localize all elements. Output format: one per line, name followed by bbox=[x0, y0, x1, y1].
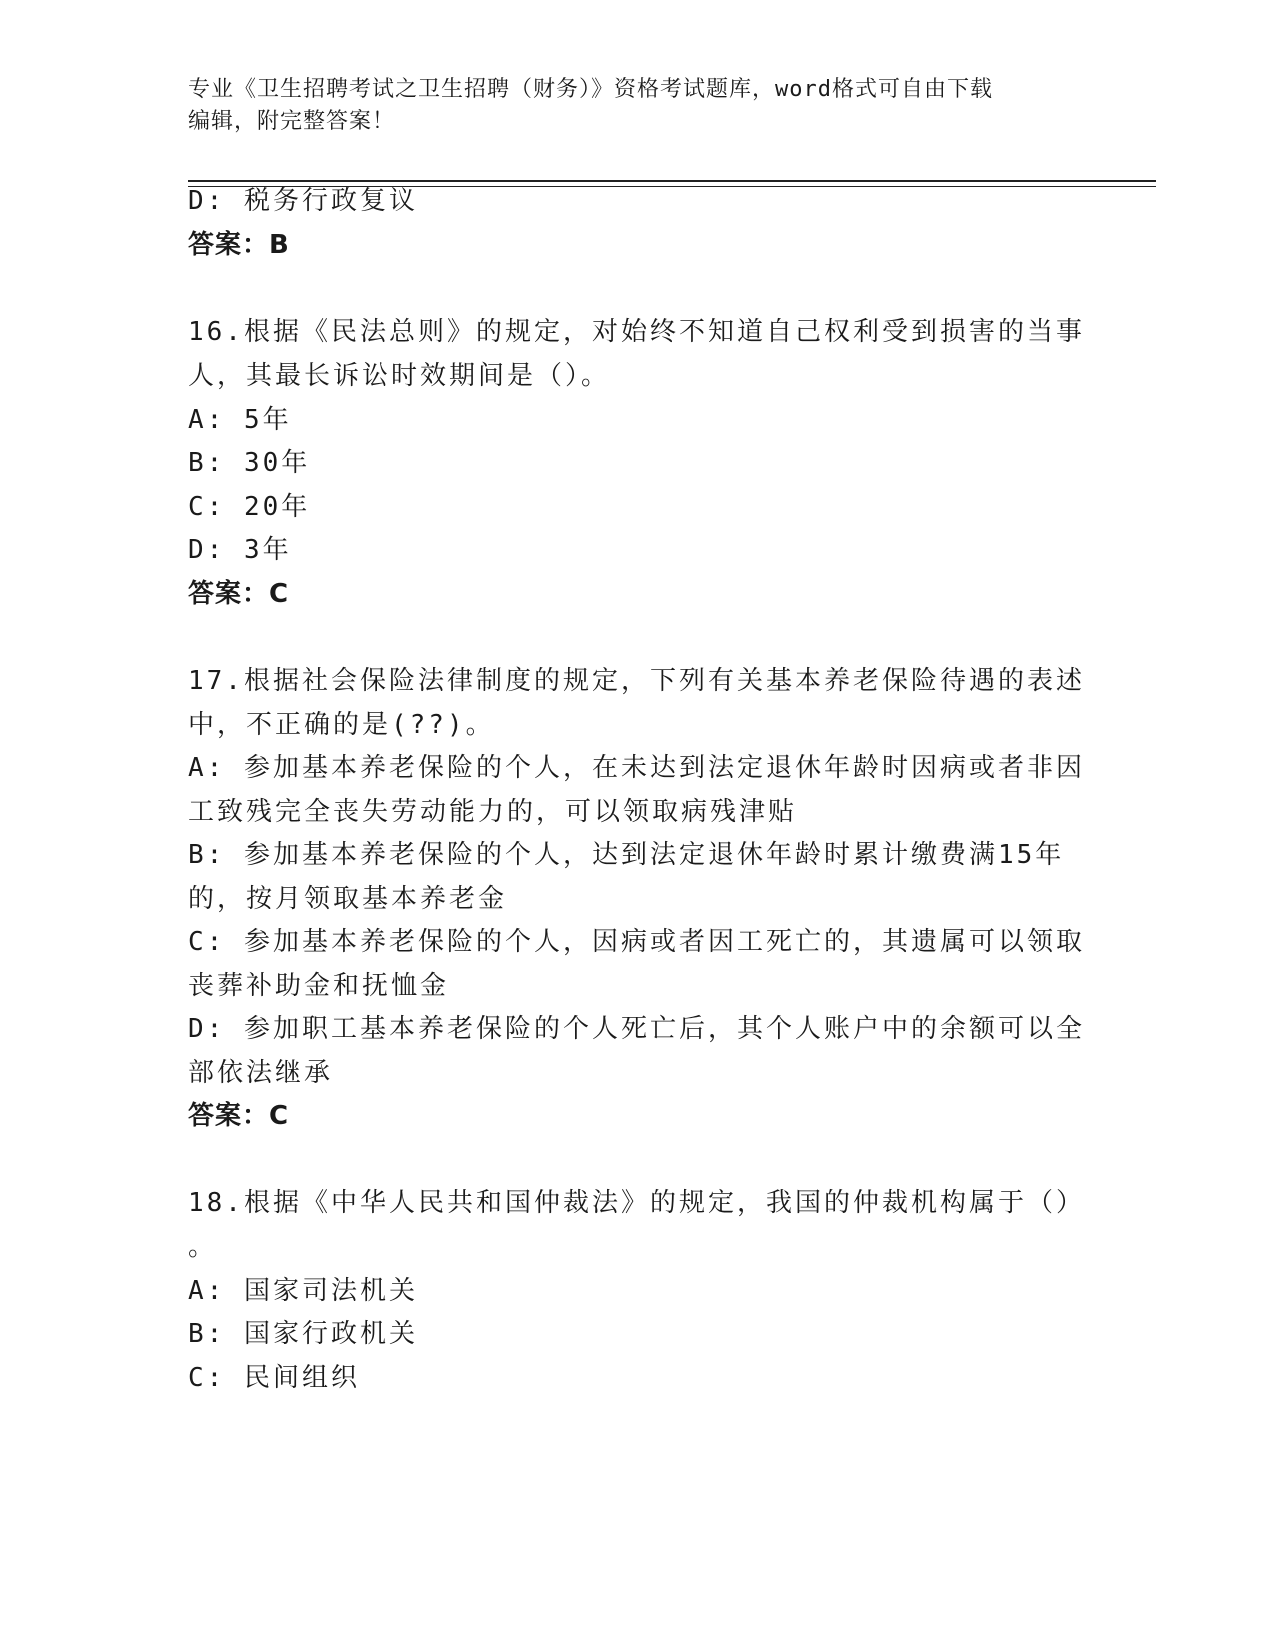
prev-option-d: D: 税务行政复议 bbox=[188, 186, 418, 216]
header-line-1: 专业《卫生招聘考试之卫生招聘（财务）》资格考试题库，word格式可自由下载 bbox=[188, 77, 993, 102]
q18-stem-line-1: 18.根据《中华人民共和国仲裁法》的规定，我国的仲裁机构属于（） bbox=[188, 1188, 1085, 1218]
q17-option-c-line-2: 丧葬补助金和抚恤金 bbox=[188, 971, 450, 1001]
q16-stem-line-2: 人，其最长诉讼时效期间是（）。 bbox=[188, 361, 611, 391]
prev-answer: 答案：B bbox=[188, 230, 290, 260]
q16-answer: 答案：C bbox=[188, 579, 290, 609]
q16-stem-line-1: 16.根据《民法总则》的规定，对始终不知道自己权利受到损害的当事 bbox=[188, 317, 1085, 347]
q18-option-a: A: 国家司法机关 bbox=[188, 1276, 418, 1306]
q16-option-a: A: 5年 bbox=[188, 405, 292, 435]
q17-stem-line-1: 17.根据社会保险法律制度的规定，下列有关基本养老保险待遇的表述 bbox=[188, 666, 1085, 696]
q17-option-b-line-2: 的，按月领取基本养老金 bbox=[188, 884, 508, 914]
q18-option-c: C: 民间组织 bbox=[188, 1363, 360, 1393]
q18-option-b: B: 国家行政机关 bbox=[188, 1319, 418, 1349]
document-header bbox=[188, 74, 1088, 138]
q17-option-d-line-1: D: 参加职工基本养老保险的个人死亡后，其个人账户中的余额可以全 bbox=[188, 1014, 1085, 1044]
header-line-2: 编辑，附完整答案！ bbox=[188, 109, 396, 134]
q18-stem-line-2: 。 bbox=[188, 1232, 218, 1262]
q16-option-c: C: 20年 bbox=[188, 492, 311, 522]
q17-answer: 答案：C bbox=[188, 1101, 290, 1131]
q17-stem-line-2: 中，不正确的是(??)。 bbox=[188, 710, 495, 740]
q17-option-a-line-2: 工致残完全丧失劳动能力的，可以领取病残津贴 bbox=[188, 797, 798, 827]
q16-option-d: D: 3年 bbox=[188, 535, 292, 565]
q17-option-d-line-2: 部依法继承 bbox=[188, 1058, 334, 1088]
q17-option-c-line-1: C: 参加基本养老保险的个人，因病或者因工死亡的，其遗属可以领取 bbox=[188, 927, 1085, 957]
q16-option-b: B: 30年 bbox=[188, 448, 311, 478]
q17-option-b-line-1: B: 参加基本养老保险的个人，达到法定退休年龄时累计缴费满15年 bbox=[188, 840, 1065, 870]
q17-option-a-line-1: A: 参加基本养老保险的个人，在未达到法定退休年龄时因病或者非因 bbox=[188, 753, 1085, 783]
